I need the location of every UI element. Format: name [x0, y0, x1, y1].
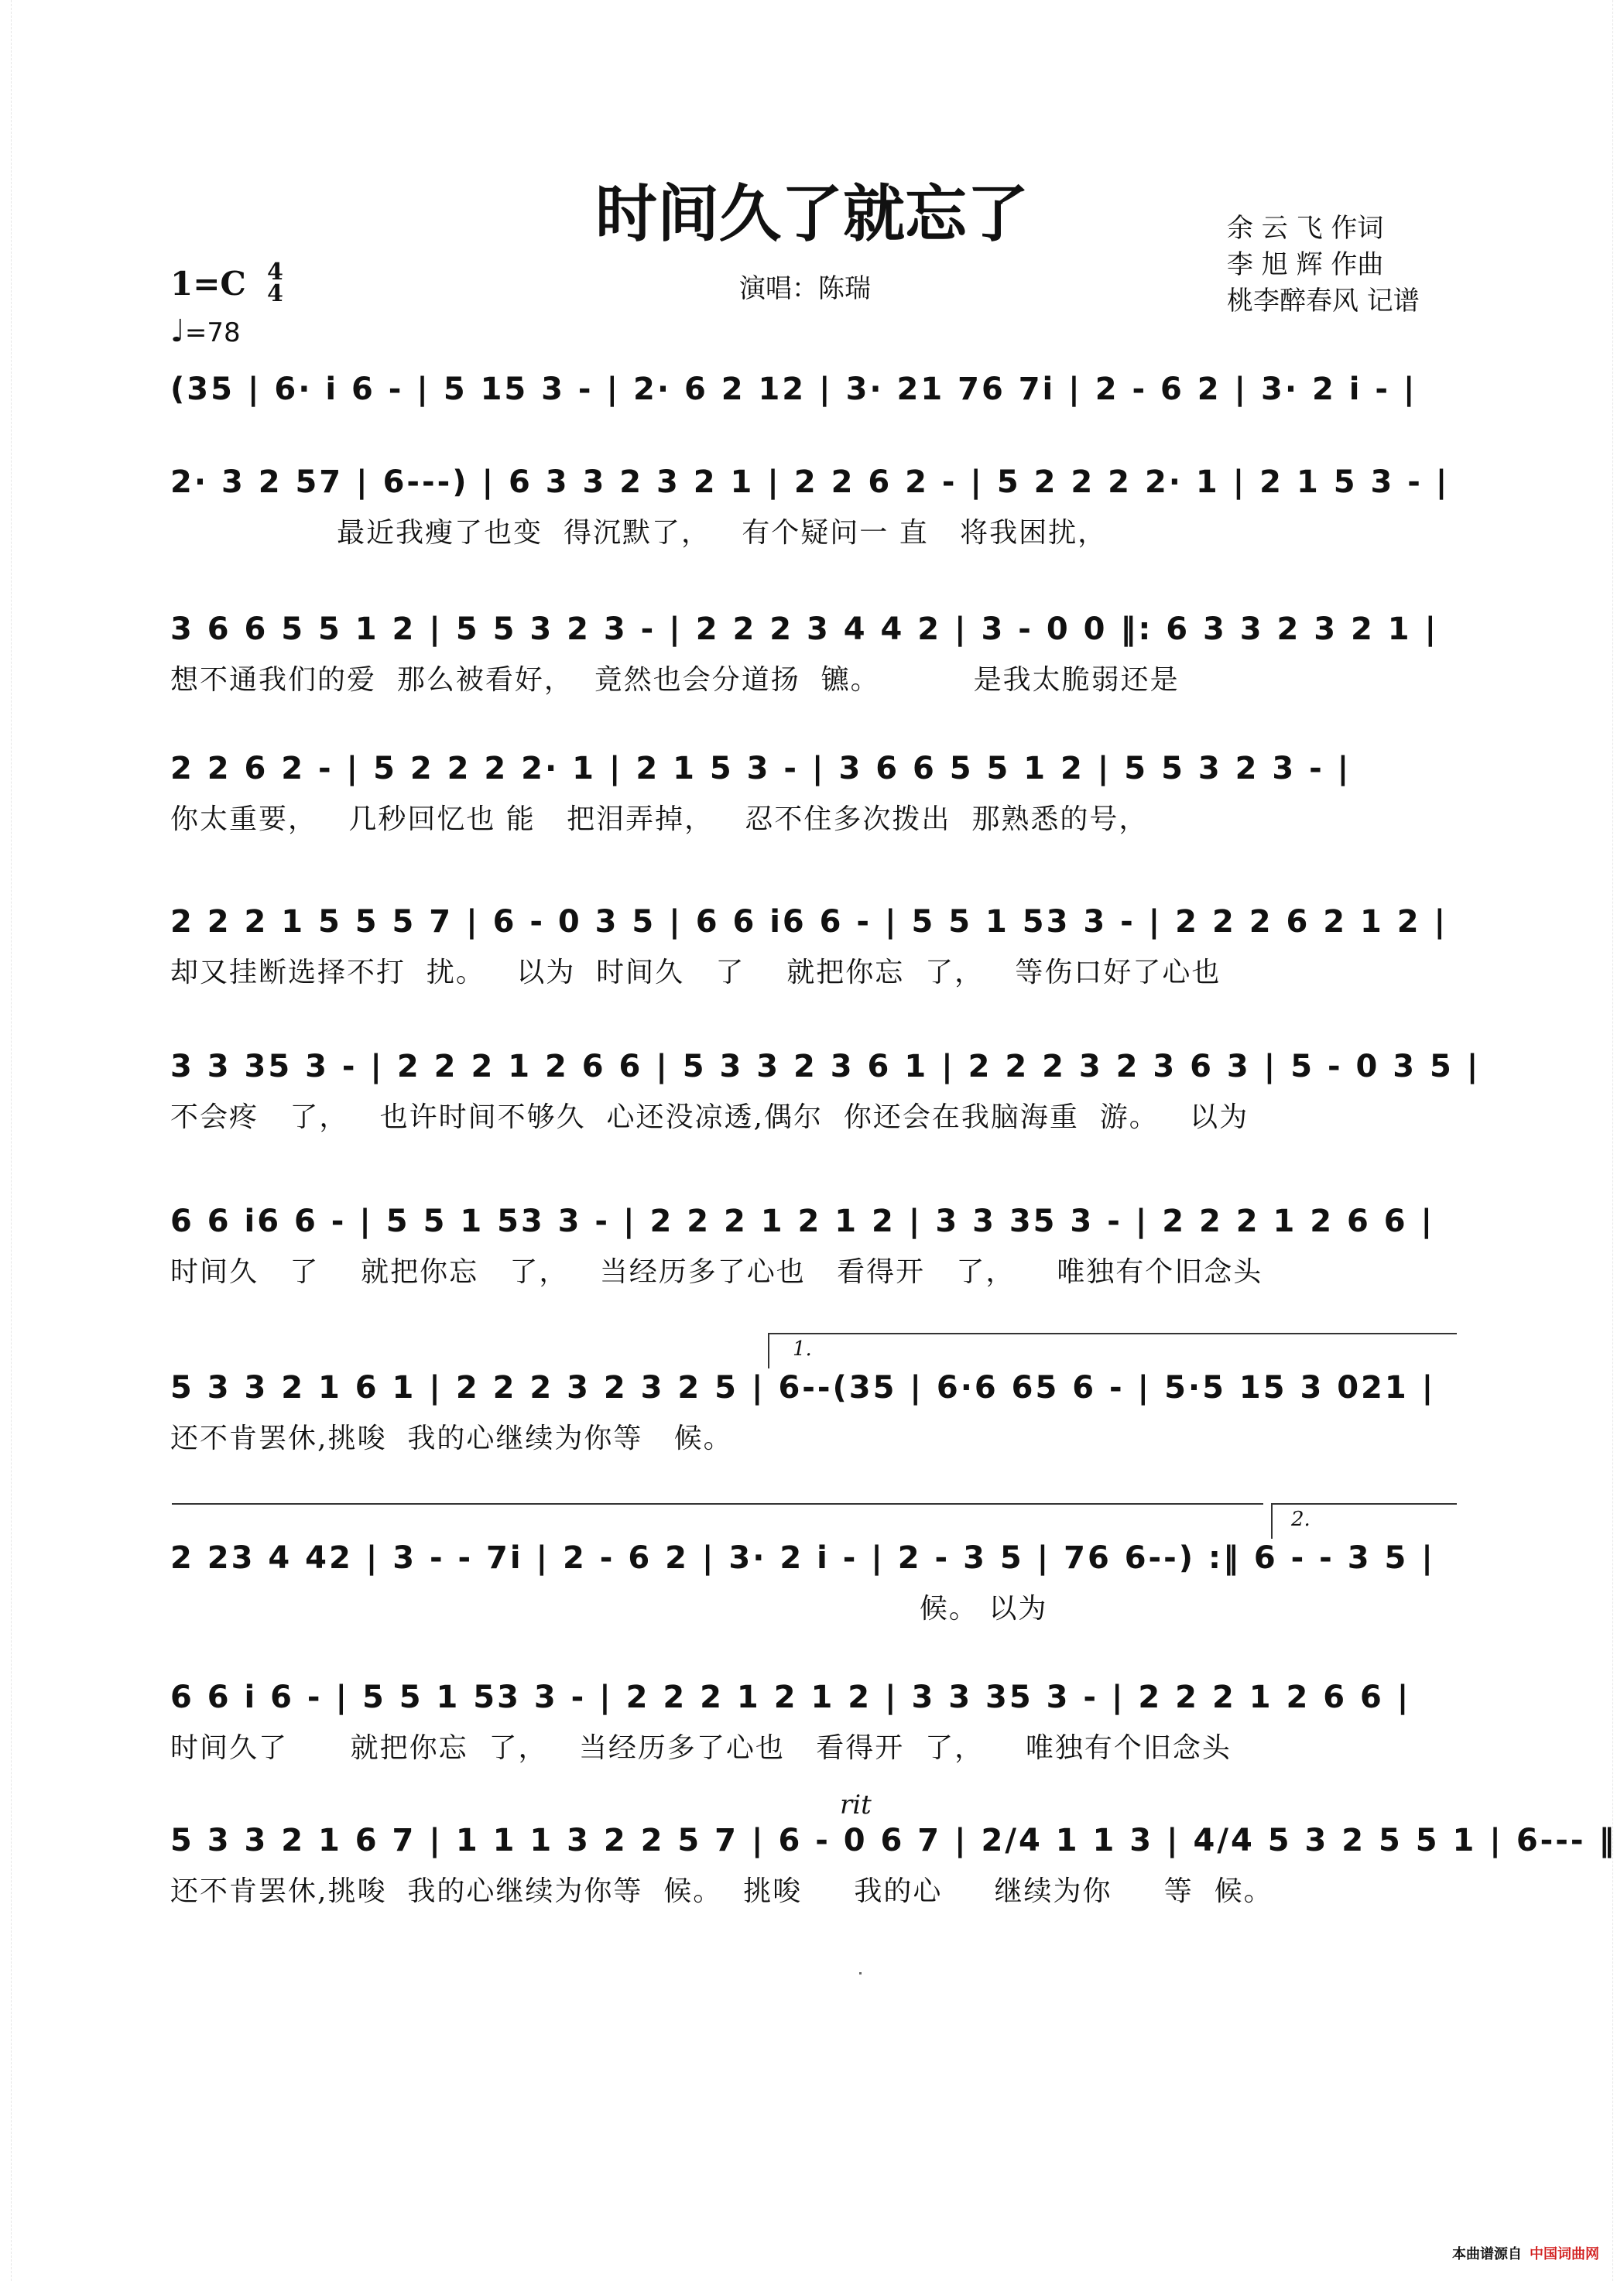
notation-line: 2 2 6 2 - | 5 2 2 2 2· 1 | 2 1 5 3 - | 3 6 6 5 5 1 2 | 5 5 3 2 3 - | — [170, 751, 1352, 786]
lyrics-line: 时间久 了 就把你忘 了， 当经历多了心也 看得开 了， 唯独有个旧念头 — [170, 1256, 1263, 1288]
stray-dot — [859, 1972, 862, 1974]
first-ending-bracket — [768, 1333, 1457, 1368]
notation-line: 2 2 2 1 5 5 5 7 | 6 - 0 3 5 | 6 6 i6 6 - | 5 5 1 53 3 - | 2 2 2 6 2 1 2 | — [170, 904, 1448, 940]
notation-line: 2 23 4 42 | 3 - - 7i | 2 - 6 2 | 3· 2 i - | 2 - 3 5 | 76 6--) :‖ 6 - - 3 5 | — [170, 1540, 1435, 1576]
notation-line: 6 6 i6 6 - | 5 5 1 53 3 - | 2 2 2 1 2 1 2 | 3 3 35 3 - | 2 2 2 1 2 6 6 | — [170, 1204, 1435, 1239]
notation-line: 3 6 6 5 5 1 2 | 5 5 3 2 3 - | 2 2 2 3 4 4 2 | 3 - 0 0 ‖: 6 3 3 2 3 2 1 | — [170, 611, 1439, 647]
lyrics-line: 候。 以为 — [170, 1593, 1048, 1625]
score-system-7 — [170, 1204, 1455, 1289]
notation-line: 5 3 3 2 1 6 1 | 2 2 2 3 2 3 2 5 | 6--(35 | 6·6 65 6 - | 5·5 15 3 021 | — [170, 1370, 1436, 1406]
lyrics-line: 还不肯罢休,挑唆 我的心继续为你等 候。 挑唆 我的心 继续为你 等 候。 — [170, 1875, 1273, 1907]
score-system-6 — [170, 1049, 1481, 1135]
lyrics-line: 不会疼 了， 也许时间不够久 心还没凉透,偶尔 你还会在我脑海重 游。 以为 — [170, 1101, 1249, 1133]
right-margin-strip — [1612, 0, 1624, 2281]
lyricist-credit: 余 云 飞 作词 — [1227, 213, 1384, 244]
key-signature: 1=C — [170, 265, 246, 303]
score-system-3 — [170, 611, 1455, 697]
score-system-11 — [170, 1823, 1617, 1909]
tempo-marking — [170, 313, 241, 349]
score-system-5 — [170, 904, 1455, 990]
score-system-1 — [170, 372, 1455, 418]
notation-line: 2· 3 2 57 | 6---) | 6 3 3 2 3 2 1 | 2 2 6 2 - | 5 2 2 2 2· 1 | 2 1 5 3 - | — [170, 464, 1450, 500]
transcriber-credit: 桃李醉春风 记谱 — [1227, 286, 1420, 317]
notation-line: (35 | 6· i 6 - | 5 15 3 - | 2· 6 2 12 | 3· 21 76 7i | 2 - 6 2 | 3· 2 i - | — [170, 372, 1417, 407]
lyrics-line: 最近我瘦了也变 得沉默了， 有个疑问一 直 将我困扰， — [170, 517, 1108, 549]
time-signature — [267, 259, 283, 307]
notation-line: 5 3 3 2 1 6 7 | 1 1 1 3 2 2 5 7 | 6 - 0 6 7 | 2/4 1 1 3 | 4/4 5 3 2 5 5 1 | 6--- ‖ — [170, 1823, 1617, 1858]
score-system-8 — [170, 1370, 1455, 1456]
time-signature-top: 4 — [267, 259, 283, 286]
singer: 演唱：陈瑞 — [739, 273, 871, 304]
lyrics-line: 你太重要， 几秒回忆也 能 把泪弄掉， 忍不住多次拨出 那熟悉的号， — [170, 803, 1149, 835]
footer-source-label: 本曲谱源自 — [1452, 2246, 1522, 2262]
quarter-note-icon: ♩ — [170, 313, 185, 349]
lyrics-line: 时间久了 就把你忘 了， 当经历多了心也 看得开 了， 唯独有个旧念头 — [170, 1732, 1232, 1764]
score-system-4 — [170, 751, 1455, 837]
second-ending-label: 2. — [1291, 1508, 1311, 1531]
first-ending-label: 1. — [793, 1337, 812, 1361]
score-system-2 — [170, 464, 1455, 550]
notation-line: 6 6 i 6 - | 5 5 1 53 3 - | 2 2 2 1 2 1 2 | 3 3 35 3 - | 2 2 2 1 2 6 6 | — [170, 1680, 1411, 1715]
left-margin-strip — [0, 0, 12, 2281]
score-system-10 — [170, 1680, 1455, 1766]
tempo-value: =78 — [184, 317, 241, 348]
ritardando-marking: rit — [840, 1790, 872, 1820]
footer-site-link[interactable]: 中国词曲网 — [1530, 2246, 1599, 2262]
lyrics-line: 却又挂断选择不打 扰。 以为 时间久 了 就把你忘 了， 等伤口好了心也 — [170, 957, 1221, 988]
time-signature-bottom: 4 — [267, 280, 283, 307]
lyrics-line: 还不肯罢休,挑唆 我的心继续为你等 候。 — [170, 1423, 733, 1454]
composer-credit: 李 旭 辉 作曲 — [1227, 249, 1384, 280]
score-system-9 — [170, 1540, 1455, 1626]
first-ending-continuation-line — [172, 1503, 1263, 1505]
credits — [1227, 211, 1420, 320]
footer-credit — [1452, 2243, 1599, 2263]
lyrics-line: 想不通我们的爱 那么被看好， 竟然也会分道扬 镳。 是我太脆弱还是 — [170, 664, 1180, 696]
notation-line: 3 3 35 3 - | 2 2 2 1 2 6 6 | 5 3 3 2 3 6 1 | 2 2 2 3 2 3 6 3 | 5 - 0 3 5 | — [170, 1049, 1481, 1084]
song-title: 时间久了就忘了 — [595, 177, 1029, 250]
